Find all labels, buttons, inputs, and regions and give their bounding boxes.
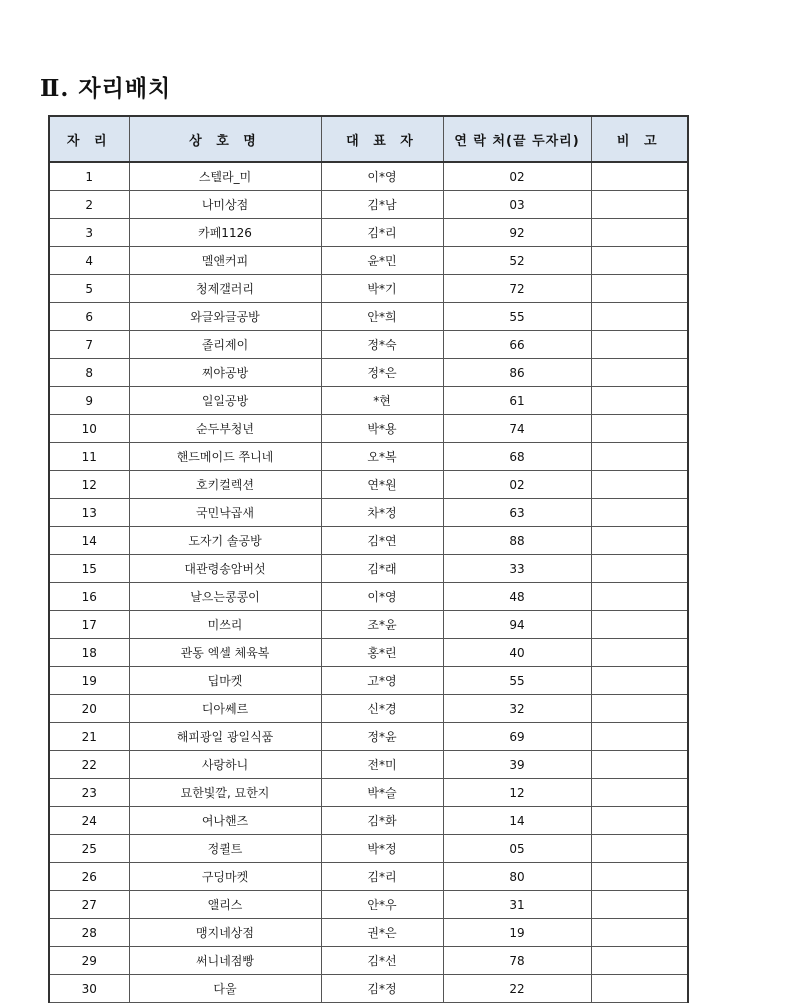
business-name-cell: 스텔라_미 [129, 162, 321, 191]
remarks-cell [591, 611, 688, 639]
business-name-cell: 순두부청년 [129, 415, 321, 443]
remarks-cell [591, 807, 688, 835]
seat-number-cell: 7 [49, 331, 129, 359]
representative-cell: 연*원 [321, 471, 443, 499]
remarks-cell [591, 387, 688, 415]
business-name-cell: 대관령송암버섯 [129, 555, 321, 583]
table-row [49, 331, 688, 359]
table-row [49, 527, 688, 555]
contact-cell: 78 [443, 947, 591, 975]
remarks-cell [591, 583, 688, 611]
table-row [49, 751, 688, 779]
seat-number-cell: 9 [49, 387, 129, 415]
remarks-cell [591, 835, 688, 863]
remarks-cell [591, 303, 688, 331]
remarks-cell [591, 919, 688, 947]
business-name-cell: 도자기 솔공방 [129, 527, 321, 555]
contact-cell: 52 [443, 247, 591, 275]
contact-cell: 66 [443, 331, 591, 359]
table-row [49, 863, 688, 891]
business-name-cell: 청제갤러리 [129, 275, 321, 303]
contact-cell: 61 [443, 387, 591, 415]
remarks-cell [591, 947, 688, 975]
seat-number-cell: 17 [49, 611, 129, 639]
table-row [49, 443, 688, 471]
business-name-cell: 카페1126 [129, 219, 321, 247]
table-row [49, 247, 688, 275]
remarks-cell [591, 359, 688, 387]
representative-cell: 박*기 [321, 275, 443, 303]
remarks-cell [591, 751, 688, 779]
seat-assignment-table [48, 115, 689, 1003]
contact-cell: 88 [443, 527, 591, 555]
remarks-cell [591, 247, 688, 275]
seat-number-cell: 3 [49, 219, 129, 247]
seat-number-cell: 24 [49, 807, 129, 835]
table-row [49, 779, 688, 807]
business-name-cell: 핸드메이드 쭈니네 [129, 443, 321, 471]
remarks-cell [591, 331, 688, 359]
header-representative: 대 표 자 [321, 116, 443, 162]
contact-cell: 72 [443, 275, 591, 303]
business-name-cell: 멜앤커피 [129, 247, 321, 275]
contact-cell: 19 [443, 919, 591, 947]
seat-number-cell: 13 [49, 499, 129, 527]
business-name-cell: 사랑하니 [129, 751, 321, 779]
contact-cell: 68 [443, 443, 591, 471]
business-name-cell: 일일공방 [129, 387, 321, 415]
business-name-cell: 앨리스 [129, 891, 321, 919]
business-name-cell: 다울 [129, 975, 321, 1003]
representative-cell: 박*용 [321, 415, 443, 443]
contact-cell: 02 [443, 471, 591, 499]
remarks-cell [591, 639, 688, 667]
contact-cell: 94 [443, 611, 591, 639]
remarks-cell [591, 219, 688, 247]
seat-number-cell: 26 [49, 863, 129, 891]
table-row [49, 555, 688, 583]
remarks-cell [591, 555, 688, 583]
representative-cell: 정*윤 [321, 723, 443, 751]
representative-cell: 권*은 [321, 919, 443, 947]
business-name-cell: 관동 엑셀 체육복 [129, 639, 321, 667]
seat-number-cell: 16 [49, 583, 129, 611]
contact-cell: 55 [443, 303, 591, 331]
contact-cell: 33 [443, 555, 591, 583]
table-row [49, 723, 688, 751]
header-seat: 자 리 [49, 116, 129, 162]
contact-cell: 55 [443, 667, 591, 695]
seat-number-cell: 10 [49, 415, 129, 443]
seat-number-cell: 21 [49, 723, 129, 751]
representative-cell: 김*리 [321, 219, 443, 247]
contact-cell: 40 [443, 639, 591, 667]
seat-number-cell: 14 [49, 527, 129, 555]
seat-number-cell: 25 [49, 835, 129, 863]
contact-cell: 03 [443, 191, 591, 219]
seat-number-cell: 8 [49, 359, 129, 387]
contact-cell: 05 [443, 835, 591, 863]
business-name-cell: 미쓰리 [129, 611, 321, 639]
seat-number-cell: 15 [49, 555, 129, 583]
table-row [49, 695, 688, 723]
contact-cell: 69 [443, 723, 591, 751]
seat-number-cell: 11 [49, 443, 129, 471]
remarks-cell [591, 527, 688, 555]
seat-number-cell: 29 [49, 947, 129, 975]
representative-cell: 차*정 [321, 499, 443, 527]
contact-cell: 32 [443, 695, 591, 723]
table-row [49, 975, 688, 1003]
seat-number-cell: 12 [49, 471, 129, 499]
representative-cell: 김*래 [321, 555, 443, 583]
contact-cell: 22 [443, 975, 591, 1003]
seat-number-cell: 4 [49, 247, 129, 275]
page-title: Ⅱ. 자리배치 [40, 75, 172, 102]
representative-cell: 박*정 [321, 835, 443, 863]
table-row [49, 835, 688, 863]
seat-number-cell: 19 [49, 667, 129, 695]
remarks-cell [591, 443, 688, 471]
business-name-cell: 찌야공방 [129, 359, 321, 387]
seat-number-cell: 18 [49, 639, 129, 667]
representative-cell: 안*희 [321, 303, 443, 331]
representative-cell: 홍*린 [321, 639, 443, 667]
table-header-row [49, 116, 688, 162]
remarks-cell [591, 415, 688, 443]
contact-cell: 48 [443, 583, 591, 611]
business-name-cell: 묘한빛깔, 묘한지 [129, 779, 321, 807]
business-name-cell: 졸리제이 [129, 331, 321, 359]
representative-cell: 신*경 [321, 695, 443, 723]
seat-number-cell: 1 [49, 162, 129, 191]
contact-cell: 12 [443, 779, 591, 807]
representative-cell: 전*미 [321, 751, 443, 779]
contact-cell: 80 [443, 863, 591, 891]
header-contact: 연 락 처(끝 두자리) [443, 116, 591, 162]
representative-cell: 박*슬 [321, 779, 443, 807]
remarks-cell [591, 162, 688, 191]
remarks-cell [591, 667, 688, 695]
table-row [49, 219, 688, 247]
representative-cell: 정*은 [321, 359, 443, 387]
table-row [49, 471, 688, 499]
seat-number-cell: 2 [49, 191, 129, 219]
table-row [49, 947, 688, 975]
contact-cell: 14 [443, 807, 591, 835]
header-remarks: 비 고 [591, 116, 688, 162]
representative-cell: 고*영 [321, 667, 443, 695]
contact-cell: 74 [443, 415, 591, 443]
table-row [49, 807, 688, 835]
table-row [49, 891, 688, 919]
seat-number-cell: 27 [49, 891, 129, 919]
table-row [49, 303, 688, 331]
representative-cell: 김*연 [321, 527, 443, 555]
business-name-cell: 해피광일 광일식품 [129, 723, 321, 751]
seat-number-cell: 23 [49, 779, 129, 807]
table-row [49, 415, 688, 443]
seat-number-cell: 22 [49, 751, 129, 779]
remarks-cell [591, 891, 688, 919]
representative-cell: 오*복 [321, 443, 443, 471]
remarks-cell [591, 723, 688, 751]
table-row [49, 191, 688, 219]
representative-cell: 김*선 [321, 947, 443, 975]
table-row [49, 499, 688, 527]
business-name-cell: 딥마켓 [129, 667, 321, 695]
representative-cell: *현 [321, 387, 443, 415]
representative-cell: 이*영 [321, 583, 443, 611]
remarks-cell [591, 863, 688, 891]
business-name-cell: 날으는콩콩이 [129, 583, 321, 611]
remarks-cell [591, 975, 688, 1003]
representative-cell: 김*화 [321, 807, 443, 835]
representative-cell: 윤*민 [321, 247, 443, 275]
remarks-cell [591, 779, 688, 807]
header-business-name: 상 호 명 [129, 116, 321, 162]
business-name-cell: 써니네점빵 [129, 947, 321, 975]
seat-number-cell: 5 [49, 275, 129, 303]
business-name-cell: 맹지네상점 [129, 919, 321, 947]
table-row [49, 667, 688, 695]
representative-cell: 조*윤 [321, 611, 443, 639]
seat-number-cell: 30 [49, 975, 129, 1003]
business-name-cell: 정퀼트 [129, 835, 321, 863]
representative-cell: 김*남 [321, 191, 443, 219]
table-row [49, 359, 688, 387]
business-name-cell: 여나핸즈 [129, 807, 321, 835]
table-row [49, 387, 688, 415]
table-row [49, 583, 688, 611]
remarks-cell [591, 191, 688, 219]
representative-cell: 정*숙 [321, 331, 443, 359]
contact-cell: 63 [443, 499, 591, 527]
business-name-cell: 호키컬렉션 [129, 471, 321, 499]
representative-cell: 이*영 [321, 162, 443, 191]
remarks-cell [591, 471, 688, 499]
contact-cell: 39 [443, 751, 591, 779]
business-name-cell: 국민낙곱새 [129, 499, 321, 527]
contact-cell: 86 [443, 359, 591, 387]
remarks-cell [591, 695, 688, 723]
table-row [49, 919, 688, 947]
business-name-cell: 와글와글공방 [129, 303, 321, 331]
seat-number-cell: 20 [49, 695, 129, 723]
table-row [49, 275, 688, 303]
representative-cell: 안*우 [321, 891, 443, 919]
remarks-cell [591, 275, 688, 303]
business-name-cell: 디아쎄르 [129, 695, 321, 723]
contact-cell: 31 [443, 891, 591, 919]
representative-cell: 김*정 [321, 975, 443, 1003]
table-row [49, 162, 688, 191]
remarks-cell [591, 499, 688, 527]
table-row [49, 639, 688, 667]
seat-number-cell: 6 [49, 303, 129, 331]
seat-number-cell: 28 [49, 919, 129, 947]
table-row [49, 611, 688, 639]
contact-cell: 92 [443, 219, 591, 247]
representative-cell: 김*리 [321, 863, 443, 891]
business-name-cell: 나미상점 [129, 191, 321, 219]
business-name-cell: 구딩마켓 [129, 863, 321, 891]
contact-cell: 02 [443, 162, 591, 191]
